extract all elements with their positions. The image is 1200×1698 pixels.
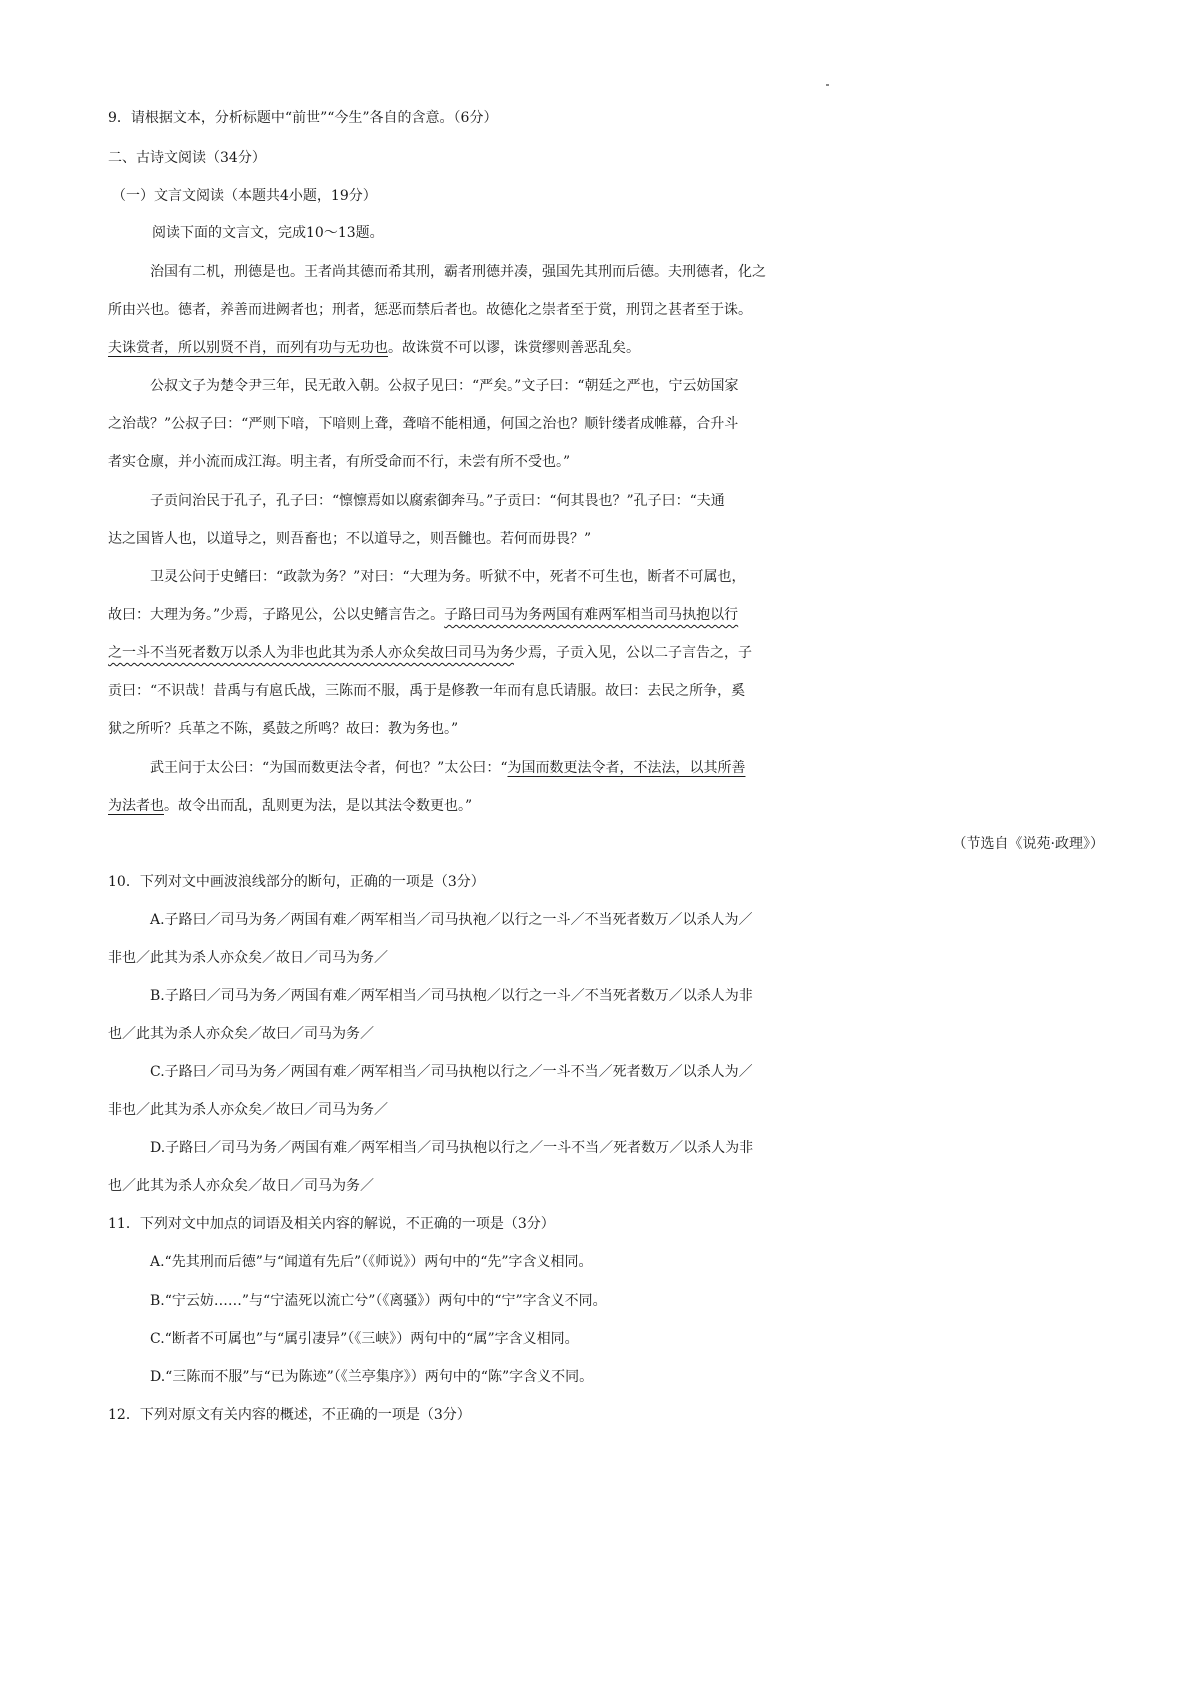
- passage-p1-line1: 治国有二机，刑德是也。王者尚其德而希其刑，霸者刑德并凑，强国先其刑而后德。夫刑德者，化之: [150, 264, 766, 280]
- underlined-sentence-2-cont: 为法者也: [108, 798, 164, 814]
- q10-option-b-line2: 也／此其为杀人亦众矣／故曰／司马为务／: [108, 1026, 374, 1042]
- passage-p4-line2: 故曰：大理为务。”少焉，子路见公，公以史鳍言告之。子路曰司马为务两国有难两军相当司马执抱以行: [108, 607, 739, 623]
- q11-option-c: C.“断者不可属也”与“属引凄异”（《三峡》）两句中的“属”字含义相同。: [150, 1331, 579, 1347]
- passage-p4-line1: 卫灵公问于史鳍曰：“政款为务？”对曰：“大理为务。听狱不中，死者不可生也，断者不可属也，: [150, 569, 746, 585]
- wavy-underlined-passage-cont: 之一斗不当死者数万以杀人为非也此其为杀人亦众矣故曰司马为务: [108, 645, 514, 661]
- underlined-sentence-2: 为国而数更法令者，不法法，以其所善: [507, 760, 746, 776]
- q11-option-d: D.“三陈而不服”与“已为陈迹”（《兰亭集序》）两句中的“陈”字含义不同。: [150, 1369, 594, 1385]
- passage-p4-line5: 狱之所听？兵革之不陈，奚鼓之所鸣？故曰：教为务也。”: [108, 721, 459, 737]
- passage-p1-line3: 夫诛赏者，所以别贤不肖，而列有功与无功也。故诛赏不可以谬，诛赏缪则善恶乱矣。: [108, 340, 640, 356]
- wavy-underlined-passage: 子路曰司马为务两国有难两军相当司马执抱以行: [444, 607, 739, 623]
- passage-p2-line2: 之治哉？”公叔子曰：“严则下喑，下喑则上聋，聋喑不能相通，何国之治也？顺针缕者成帷幕，合升斗: [108, 416, 739, 432]
- passage-p4-line3: 之一斗不当死者数万以杀人为非也此其为杀人亦众矣故曰司马为务少焉，子贡入见，公以二子言告之，子: [108, 645, 752, 661]
- q10-option-a-line1: A.子路曰／司马为务／两国有难／两军相当／司马执袍／以行之一斗／不当死者数万／以杀人为／: [150, 912, 753, 928]
- passage-p5-line1: 武王问于太公曰：“为国而数更法令者，何也？”太公曰：“为国而数更法令者，不法法，以其所善: [150, 760, 746, 776]
- passage-p3-line2: 达之国皆人也，以道导之，则吾畜也；不以道导之，则吾雠也。若何而毋畏？”: [108, 531, 592, 547]
- underlined-sentence-1: 夫诛赏者，所以别贤不肖，而列有功与无功也: [108, 340, 388, 356]
- section-heading-classical: 二、古诗文阅读（34分）: [108, 150, 266, 166]
- passage-p4-line4: 贡曰：“不识哉！昔禹与有扈氏战，三陈而不服，禹于是修教一年而有息氏请服。故曰：去民之所争，奚: [108, 683, 746, 699]
- question-9: 9．请根据文本，分析标题中“前世”“今生”各自的含意。（6分）: [108, 110, 498, 126]
- q10-option-d-line2: 也／此其为杀人亦众矣／故日／司马为务／: [108, 1178, 374, 1194]
- passage-p3-line1: 子贡问治民于孔子，孔子曰：“懔懔焉如以腐索御奔马。”子贡曰：“何其畏也？”孔子曰：“夫通: [150, 493, 725, 509]
- q11-option-a: A.“先其刑而后德”与“闻道有先后”（《师说》）两句中的“先”字含义相同。: [150, 1254, 593, 1270]
- passage-p5-line2: 为法者也。故令出而乱，乱则更为法，是以其法令数更也。”: [108, 798, 473, 814]
- q10-option-a-line2: 非也／此其为杀人亦众矣／故日／司马为务／: [108, 950, 388, 966]
- question-12-stem: 12．下列对原文有关内容的概述，不正确的一项是（3分）: [108, 1407, 471, 1423]
- passage-p1-line2: 所由兴也。德者，养善而进阙者也；刑者，惩恶而禁后者也。故德化之崇者至于赏，刑罚之甚者至于诛。: [108, 302, 752, 318]
- question-11-stem: 11．下列对文中加点的词语及相关内容的解说，不正确的一项是（3分）: [108, 1216, 555, 1232]
- q10-option-d-line1: D.子路曰／司马为务／两国有难／两军相当／司马执枹以行之／一斗不当／死者数万／以杀人为非: [150, 1140, 754, 1156]
- passage-p2-line3: 者实仓廪，并小流而成江海。明主者，有所受命而不行，未尝有所不受也。”: [108, 454, 571, 470]
- q10-option-c-line2: 非也／此其为杀人亦众矣／故曰／司马为务／: [108, 1102, 388, 1118]
- question-10-stem: 10．下列对文中画波浪线部分的断句，正确的一项是（3分）: [108, 874, 485, 890]
- scan-speck: [826, 84, 829, 86]
- q10-option-b-line1: B.子路曰／司马为务／两国有难／两军相当／司马执枹／以行之一斗／不当死者数万／以杀人为非: [150, 988, 753, 1004]
- subsection-heading-prose: （一）文言文阅读（本题共4小题，19分）: [112, 188, 377, 204]
- passage-source: （节选自《说苑·政理》）: [952, 836, 1104, 852]
- q11-option-b: B.“宁云妨……”与“宁溘死以流亡兮”（《离骚》）两句中的“宁”字含义不同。: [150, 1293, 607, 1309]
- passage-p2-line1: 公叔文子为楚令尹三年，民无敢入朝。公叔子见曰：“严矣。”文子曰：“朝廷之严也，宁云妨国家: [150, 378, 739, 394]
- q10-option-c-line1: C.子路曰／司马为务／两国有难／两军相当／司马执枹以行之／一斗不当／死者数万／以杀人为／: [150, 1064, 753, 1080]
- reading-instruction: 阅读下面的文言文，完成10～13题。: [152, 225, 384, 241]
